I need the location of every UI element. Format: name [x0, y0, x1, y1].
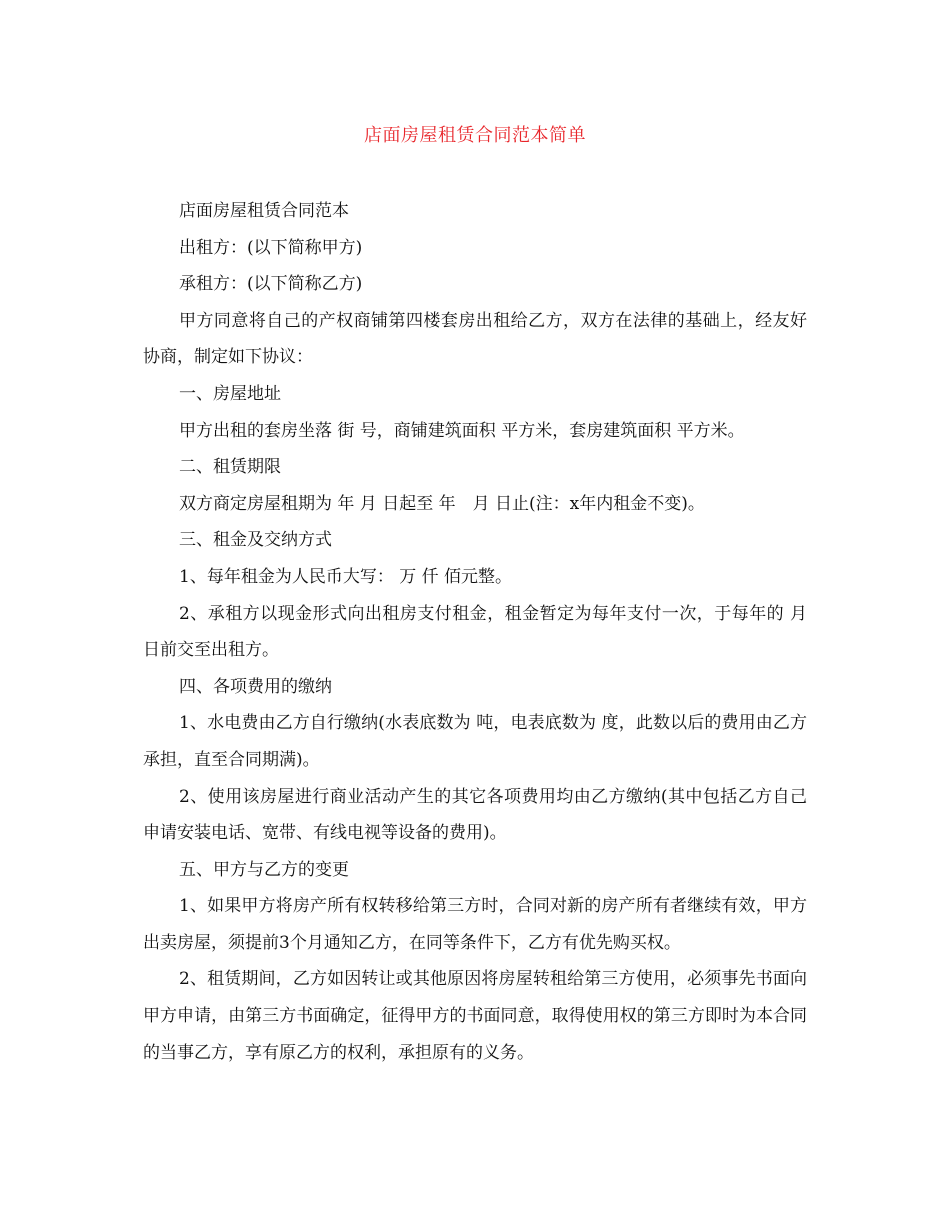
paragraph-address: 甲方出租的套房坐落 街 号，商铺建筑面积 平方米，套房建筑面积 平方米。	[179, 420, 745, 441]
paragraph-lessor: 出租方：(以下简称甲方)	[179, 237, 363, 258]
paragraph-rent-payment: 2、承租方以现金形式向出租房支付租金，租金暂定为每年支付一次，于每年的 月 日前交至出租方。	[143, 603, 807, 661]
section-heading-fees: 四、各项费用的缴纳	[179, 676, 332, 697]
document-title: 店面房屋租赁合同范本简单	[364, 125, 586, 146]
paragraph-sublease: 2、租赁期间，乙方如因转让或其他原因将房屋转租给第三方使用，必须事先书面向甲方申请，由第三方书面确定，征得甲方的书面同意，取得使用权的第三方即时为本合同的当事乙方，享有原乙方的权利，承担原有的义务。	[143, 969, 807, 1063]
section-heading-address: 一、房屋地址	[179, 383, 281, 404]
paragraph-utilities: 1、水电费由乙方自行缴纳(水表底数为 吨，电表底数为 度，此数以后的费用由乙方承担，直至合同期满)。	[143, 713, 807, 770]
paragraph-lessee: 承租方：(以下简称乙方)	[179, 274, 363, 295]
section-heading-changes: 五、甲方与乙方的变更	[179, 859, 349, 880]
paragraph-other-fees: 2、使用该房屋进行商业活动产生的其它各项费用均由乙方缴纳(其中包括乙方自己申请安装电话、宽带、有线电视等设备的费用)。	[143, 786, 807, 844]
section-heading-rent: 三、租金及交纳方式	[179, 530, 332, 551]
paragraph-ownership-transfer: 1、如果甲方将房产所有权转移给第三方时，合同对新的房产所有者继续有效，甲方出卖房屋，须提前3个月通知乙方，在同等条件下，乙方有优先购买权。	[143, 896, 807, 953]
paragraph-agreement-intro: 甲方同意将自己的产权商铺第四楼套房出租给乙方，双方在法律的基础上，经友好协商，制定如下协议：	[143, 310, 807, 368]
document-body	[143, 193, 807, 1071]
paragraph-term: 双方商定房屋租期为 年 月 日起至 年 月 日止(注：x年内租金不变)。	[179, 493, 705, 514]
paragraph-rent-amount: 1、每年租金为人民币大写： 万 仟 佰元整。	[179, 566, 513, 587]
section-heading-term: 二、租赁期限	[179, 457, 281, 478]
paragraph-contract-name: 店面房屋租赁合同范本	[179, 201, 349, 221]
